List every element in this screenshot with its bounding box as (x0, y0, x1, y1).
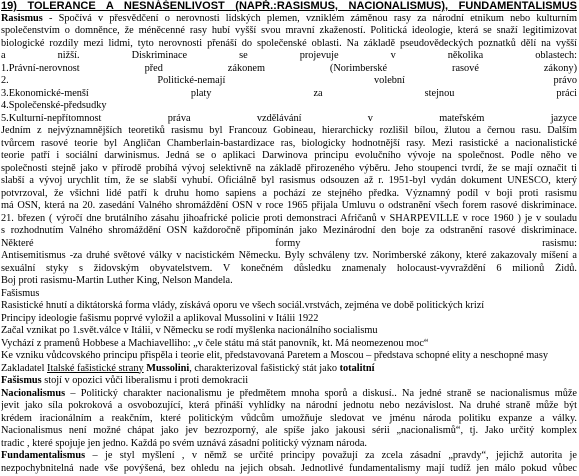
racism-form-line: Antisemitismus -za druhé světové války v nacistickém Německu. Byly schváleny tzv. Norimberské zákony, které zakazovaly míšení a (1, 250, 577, 261)
founder-prefix: Zakladatel (1, 362, 48, 374)
nationalism-text: – Politický charakter nacionalismu je předmětem mnoha sporů a diskusí.. Na jedné straně se nacionalismus může (65, 387, 577, 399)
discrimination-area-item: 3.Ekonomické-menší platy za stejnou práci (1, 87, 577, 99)
racism-history-line: s rozhodnutím Valného shromáždění OSN každoročně připomínán jako Mezinárodní den boje za odstranění rasové diskriminace. (1, 225, 577, 236)
racism-history-line: Jedním z nejvýznamnějších teoretiků rasismu byl Francouz Gobineau, hierarchicky rozlišil bílou, žlutou a černou rasu. Dalším (1, 125, 577, 136)
founder-party: Italské fašistické strany (47, 362, 144, 374)
racism-form-line: sexuální styky s židovským obyvatelstvem. V konečném důsledku znamenaly holocaust-vyvraždění 6 milionů Židů. (1, 262, 577, 274)
fascism-point: Principy ideologie fašismu poprvé vyložil a aplikoval Mussolini v Itálii 1922 (1, 312, 319, 324)
nationalism-line: Nacionalismus není možné chápat jako jev bezrozporný, ale spíše jako jakousi sérii „nacionalismů“, tj. Jako určitý komplex (1, 425, 577, 436)
racism-history-line: slabší a vývoj urychlit tím, že se slabší vyhubí. Oficiálně byl rasismus odsouzen až r. 1951-byl vydán dokument UNESCO, který (1, 175, 577, 186)
racism-forms-heading: Některé formy rasismu: (1, 237, 577, 249)
nationalism-line (1, 388, 577, 401)
discrimination-area-item: 2. Politické-nemají volební právo (1, 75, 577, 86)
fascism-point: Ke vzniku vůdcovského principu přispěla i teorie elit, představovaná Paretem a Moscou – představa schopné elity a neschopné masy (1, 350, 549, 361)
racism-history-line: potvrzoval, že všichni lidé patří k druhu homo sapiens a pochází ze stejného předka. Významný podíl v boji proti rasismu (1, 187, 577, 199)
fundamentalism-line (1, 450, 577, 463)
racism-definition-line (1, 13, 577, 26)
nationalism-term: Nacionalismus (1, 387, 66, 399)
founder-name: Mussolini (146, 362, 190, 374)
racism-definition-line: společenstvím o domněnce, že méněcenné rasy hubí vyšší svou mravní zkažeností. Politická ideologie, která se snaží legitimizovat (1, 25, 577, 36)
fundamentalism-line: nezpochybnitelná nade vše povýšená, bez ohledu na jejich obsah. Jednotlivé fundamentalismy mají tudíž jen málo pokud vůbec (1, 462, 577, 474)
racism-definition-line: biologické rozdíly mezi lidmi, tyto nerovnosti přenáší do společenské oblasti. Na základě pseudovědeckých poznatků dělí na vyšší (1, 37, 577, 49)
page-title: 19) TOLERANCE A NESNÁŠENLIVOST (NAPŘ.:RASISMUS, NACIONALISMUS), FUNDAMENTALISMUS (1, 0, 577, 12)
fascism-point: Začal vznikat po 1.svět.válce v Itálii, v Německu se rodí myšlenka nacionálního socialismu (1, 325, 378, 336)
founder-description: , charakterizoval fašistický stát jako (189, 362, 340, 374)
racism-history-line: 21. březen ( výročí dne brutálního zásahu jihoafrické policie proti demonstraci Afričanů v SHARPEVILLE v roce 1960 ) je v souladu (1, 212, 577, 224)
discrimination-area-item: 4.Společenské-předsudky (1, 100, 107, 111)
discrimination-area-item: 5.Kulturní-nepřítomnost práva vzdělávání v mateřském jazyce (1, 112, 577, 124)
racism-definition-line: a nižší. Diskriminace se projevuje v několika oblastech: (1, 50, 577, 61)
racism-history-line: společnosti stejně jako v přírodě probíhá vývoj selektivně na základě přirozeného výběru. Jeho stoupenci tvrdí, že se mají označit ti (1, 162, 577, 174)
fascism-term: Fašismus (1, 375, 42, 386)
racism-term: Rasismus (1, 12, 43, 24)
fascism-founder-line (1, 363, 577, 376)
racism-history-line: teorie patří i sociální darwinismus. Jedná se o aplikaci Darwinova principu evolučního vývoje na společnost. Podle něho ve (1, 150, 577, 161)
fascism-heading: Fašismus (1, 287, 40, 299)
fundamentalism-term: Fundamentalismus (1, 450, 86, 461)
racism-history-line: má OSN, která na 20. zasedání Valného shromáždění OSN v roce 1965 přijala Úmluvu o odstranění všech forem rasové diskriminace. (1, 200, 577, 211)
fundamentalism-text: – je styl myšlení , v němž se určité principy považují za zcela zásadní „pravdy“, jejichž autorita je (85, 450, 577, 461)
nationalism-line: tradic , které spojuje jen jedno. Každá po svém uznává zásadní politický význam národa. (1, 437, 367, 449)
racism-form-line: Boj proti rasismu-Martin Luther King, Nelson Mandela. (1, 275, 233, 286)
fascism-opposition-line (1, 375, 577, 388)
fascism-point: Rasistické hnutí a diktátorská forma vlády, získává oporu ve všech sociál.vrstvách, zejména ve době politických krizí (1, 300, 485, 311)
fascism-opposition-text: stojí v opozici vůči liberalismu i proti demokracii (41, 375, 249, 386)
discrimination-area-item: 1.Právní-nerovnost před zákonem (Norimberské rasové zákony) (1, 62, 577, 74)
racism-definition-text: - Spočívá v přesvědčení o nerovnosti lidských plemen, vzniklém záměnou rasy za národní etnikum nebo kulturním (42, 12, 577, 24)
nationalism-line: jevit jako síla pokroková a osvobozující, která přináší vyhlídky na národní jednotu nebo nezávislost. Na druhé straně může být (1, 400, 577, 411)
nationalism-line: krédem iracionálním a reakčním, které politickým vůdcům umožňuje sledovat ve jménu národa politiku expanze a války. (1, 412, 577, 424)
fascism-point: Vychází z pramenů Hobbese a Machiavelliho: „v čele státu má stát panovník, kt. Má neomezenou moc“ (1, 337, 429, 349)
founder-state-type: totalitní (339, 362, 375, 374)
racism-history-line: tvůrcem rasové teorie byl Angličan Chamberlain-bastardizace ras, biologicky hodnotnější rasy. Mezi rasistické a nacionalistické (1, 137, 577, 149)
